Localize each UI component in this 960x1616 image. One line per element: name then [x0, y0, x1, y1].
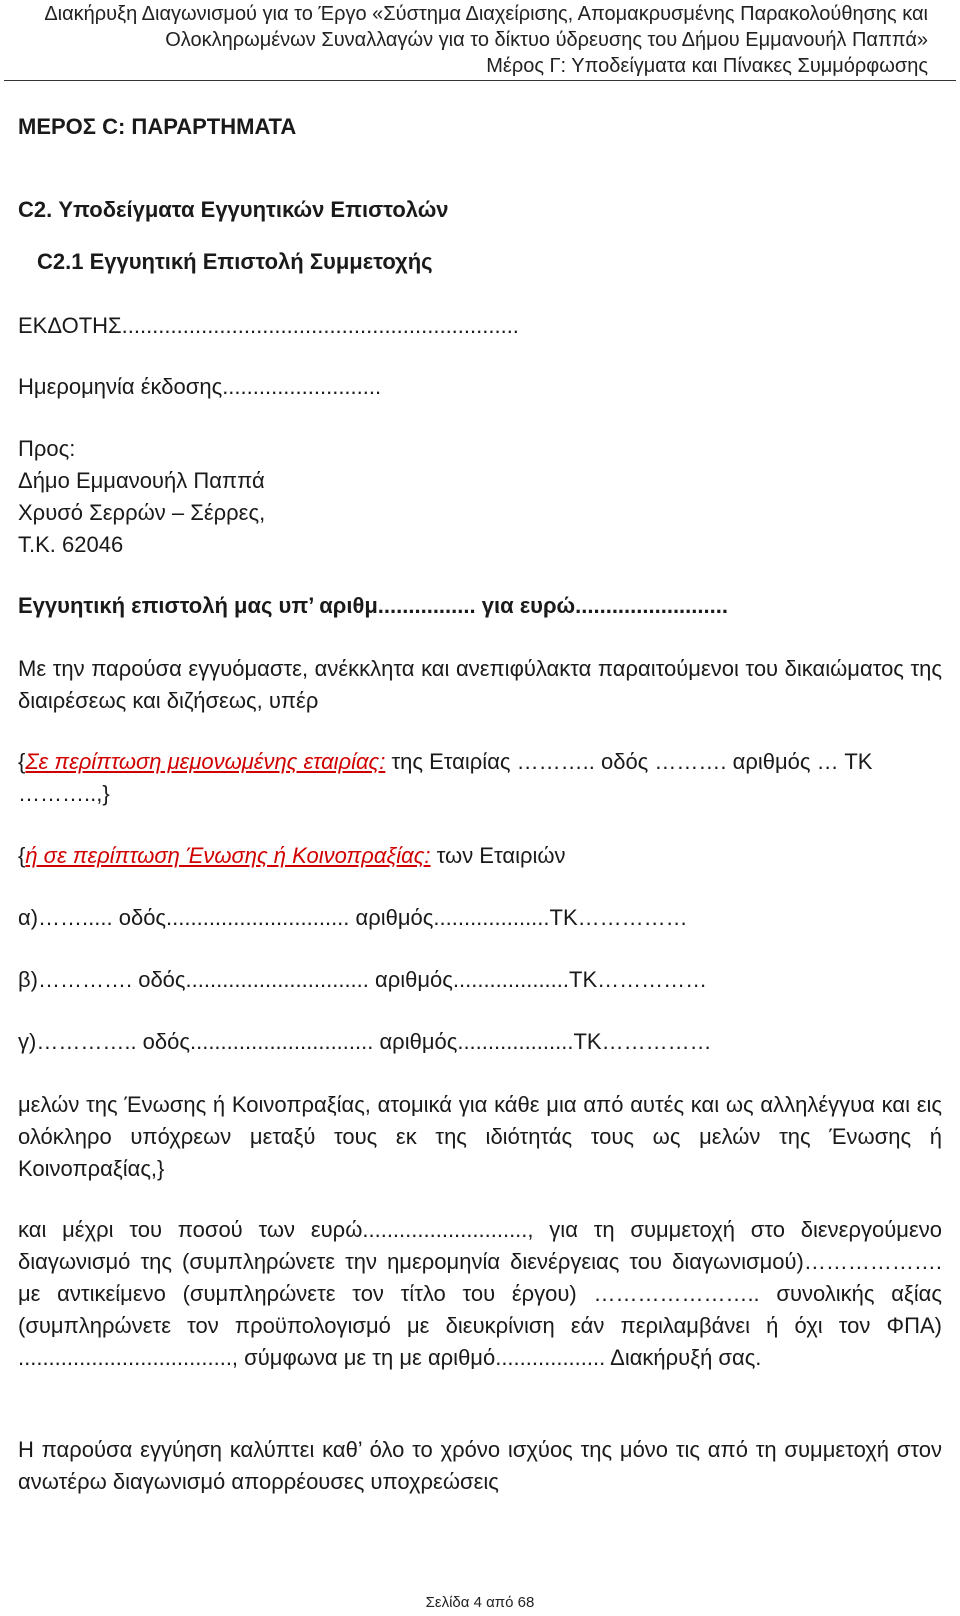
issue-date-line: Ημερομηνία έκδοσης.......................... [18, 374, 382, 399]
issuer-line: ΕΚΔΟΤΗΣ................................................................. [18, 313, 519, 338]
member-c-line: γ)………….. οδός.............................. αριθμός...................ΤΚ…………… [18, 1029, 712, 1054]
members-paragraph: μελών της Ένωσης ή Κοινοπραξίας, ατομικά για κάθε μια από αυτές και ως αλληλέγγυα και εις ολόκληρο υπόχρεων μεταξύ τους εκ της ιδιότητάς τους ως μελών της Ένωσης ή Κοινοπραξίας,} [18, 1092, 942, 1181]
recipient-address: Χρυσό Σερρών – Σέρρες, [18, 500, 266, 525]
coverage-paragraph: Η παρούσα εγγύηση καλύπτει καθ’ όλο το χρόνο ισχύος της μόνο τις από τη συμμετοχή στον ανωτέρω διαγωνισμό απορρέουσες υποχρεώσεις [18, 1437, 942, 1494]
single-open-brace: { [18, 749, 26, 774]
guarantee-reference: Εγγυητική επιστολή μας υπ’ αριθμ................ για ευρώ......................... [18, 593, 728, 618]
subsection-title: C2.1 Εγγυητική Επιστολή Συμμετοχής [37, 249, 433, 274]
header-line-3: Μέρος Γ: Υποδείγματα και Πίνακες Συμμόρφωσης [486, 55, 928, 77]
recipient-postcode: Τ.Κ. 62046 [18, 532, 124, 557]
section-title: C2. Υποδείγματα Εγγυητικών Επιστολών [18, 197, 449, 222]
member-a-line: α)……..... οδός.............................. αριθμός...................ΤΚ…………… [18, 905, 688, 930]
member-b-line: β)…………. οδός.............................. αριθμός...................ΤΚ…………… [18, 967, 708, 992]
joint-venture-label: ή σε περίπτωση Ένωσης ή Κοινοπραξίας: [25, 843, 431, 868]
recipient-name: Δήμο Εμμανουήλ Παππά [18, 468, 265, 493]
joint-venture-rest: των Εταιριών [430, 843, 566, 868]
joint-venture-clause [18, 840, 942, 872]
single-company-clause [18, 746, 942, 810]
guarantee-paragraph: Με την παρούσα εγγυόμαστε, ανέκκλητα και ανεπιφύλακτα παραιτούμενοι του δικαιώματος της διαιρέσεως και διζήσεως, υπέρ [18, 656, 942, 713]
header-line-1: Διακήρυξη Διαγωνισμού για το Έργο «Σύστημα Διαχείρισης, Απομακρυσμένης Παρακολούθησης και [44, 3, 928, 25]
single-company-label: Σε περίπτωση μεμονωμένης εταιρίας: [25, 749, 386, 774]
running-header [0, 0, 960, 80]
single-company-details: της Εταιρίας ……….. οδός ………. αριθμός … ΤΚ ………..,} [18, 749, 873, 806]
joint-open-brace: { [18, 843, 26, 868]
amount-paragraph: και μέχρι του ποσού των ευρώ..........................., για τη συμμετοχή στο διενεργούμενο διαγωνισμό της (συμπληρώνετε την ημερομηνία διενέργειας του διαγωνισμού)………………. με αντικείμενο (συμπληρώνετε τον τίτλο του έργου) ………………….. συνολικής αξίας (συμπληρώνετε τον προϋπολογισμό με διευκρίνιση εάν περιλαμβάνει ή όχι τον ΦΠΑ) ..................................., σύμφωνα με τη με αριθμό.................. Διακήρυξή σας. [18, 1217, 942, 1370]
header-line-2: Ολοκληρωμένων Συναλλαγών για το δίκτυο ύδρευσης του Δήμου Εμμανουήλ Παππά» [165, 29, 928, 51]
header-divider [4, 80, 956, 81]
part-title: ΜΕΡΟΣ C: ΠΑΡΑΡΤΗΜΑΤΑ [18, 114, 297, 139]
recipient-label: Προς: [18, 436, 76, 461]
page-number: Σελίδα 4 από 68 [425, 1594, 535, 1611]
